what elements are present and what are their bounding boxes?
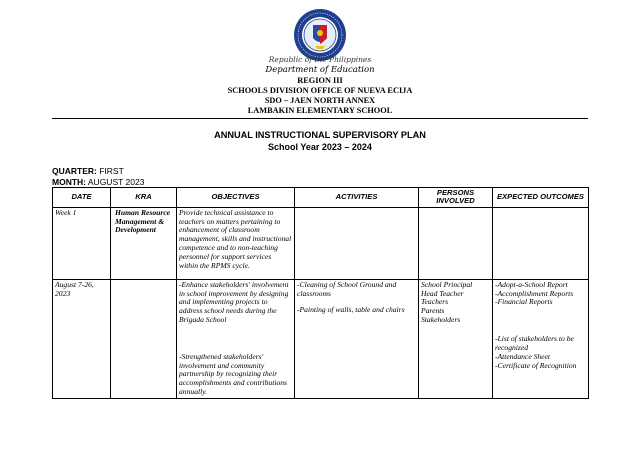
cell-kra: Human Resource Management & Development [111, 207, 177, 279]
cell-activities [295, 279, 419, 398]
quarter-line [52, 166, 124, 176]
objective-text: Provide technical assistance to teachers on matters pertaining to enhancement of classroom management, skills and instructional competence and to non-teaching personnel for support services within the RPMS cycle. [179, 207, 292, 270]
col-header-kra: KRA [111, 188, 177, 208]
school-line: LAMBAKIN ELEMENTARY SCHOOL [247, 106, 393, 115]
activity-text: -Painting of walls, table and chairs [297, 305, 405, 315]
month-line [52, 177, 144, 187]
col-header-date: DATE [53, 188, 111, 208]
col-header-objectives: OBJECTIVES [177, 188, 295, 208]
person-item: Stakeholders [421, 315, 461, 324]
outcome-item: -Financial Reports [495, 297, 553, 307]
person-item: School Principal [421, 279, 473, 289]
spacer [179, 325, 292, 353]
outcome-item: -List of stakeholders to be recognized [495, 334, 574, 352]
republic-line: Republic of the Philippines [268, 55, 372, 64]
cell-objectives [177, 279, 295, 398]
department-line: Department of Education [265, 65, 375, 75]
cell-persons [419, 279, 493, 398]
objective-text: -Strengthened stakeholders' involvement and community partnership by recognizing their accomplishments and contributions annually. [179, 351, 287, 396]
plan-title: ANNUAL INSTRUCTIONAL SUPERVISORY PLAN [214, 130, 426, 140]
objective-text: -Enhance stakeholders' involvement in school improvement by designing and implementing projects to address school needs during the Brigada School [179, 279, 289, 324]
region-line: REGION III [297, 76, 343, 85]
division-line: SCHOOLS DIVISION OFFICE OF NUEVA ECIJA [227, 86, 413, 95]
person-item: Head Teacher [421, 288, 464, 298]
header-divider [52, 118, 588, 119]
quarter-value: FIRST [96, 166, 124, 176]
cell-objectives [177, 207, 295, 279]
table-row [53, 207, 589, 279]
quarter-label: QUARTER: [52, 166, 97, 176]
outcome-item: -Adopt-a-School Report [495, 279, 568, 289]
outcome-item: -Accomplishment Reports [495, 288, 574, 298]
table-row [53, 279, 589, 398]
supervisory-plan-table [52, 187, 589, 399]
person-item: Parents [421, 306, 445, 316]
col-header-persons: PERSONS INVOLVED [419, 188, 493, 208]
month-label: MONTH: [52, 177, 86, 187]
school-year: School Year 2023 – 2024 [268, 142, 372, 152]
month-value: AUGUST 2023 [86, 177, 145, 187]
outcome-item: -Certificate of Recognition [495, 360, 577, 370]
cell-date: Week 1 [53, 207, 111, 279]
outcome-item: -Attendance Sheet [495, 351, 551, 361]
deped-seal-icon [293, 8, 347, 62]
activity-text: -Cleaning of School Ground and classrooms [297, 279, 397, 298]
spacer [495, 307, 586, 335]
table-header-row [53, 188, 589, 208]
person-item: Teachers [421, 297, 449, 307]
cell-outcomes [493, 279, 589, 398]
cell-kra [111, 279, 177, 398]
col-header-activities: ACTIVITIES [295, 188, 419, 208]
cell-outcomes [493, 207, 589, 279]
cell-persons [419, 207, 493, 279]
col-header-outcomes: EXPECTED OUTCOMES [493, 188, 589, 208]
sdo-line: SDO – JAEN NORTH ANNEX [264, 96, 376, 105]
cell-activities [295, 207, 419, 279]
cell-date: August 7-26, 2023 [53, 279, 111, 398]
